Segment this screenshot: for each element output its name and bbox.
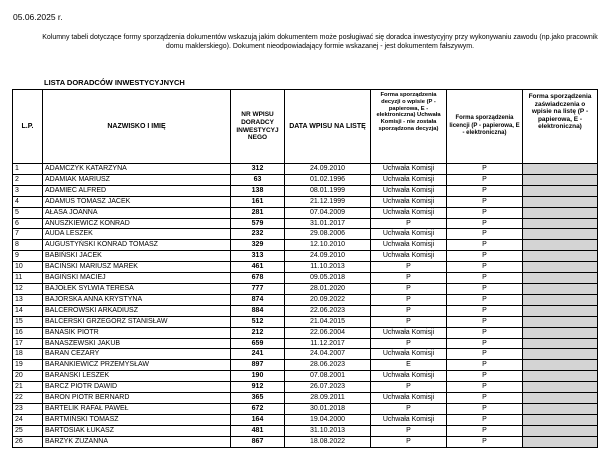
row-form-decision: P: [371, 294, 447, 305]
table-row: [13, 327, 598, 338]
row-name: BALCEROWSKI ARKADIUSZ: [43, 305, 231, 316]
row-lp: 3: [13, 185, 43, 196]
row-lp: 23: [13, 403, 43, 414]
row-nr: 874: [231, 294, 285, 305]
row-date: 07.08.2001: [285, 371, 371, 382]
row-name: BANASIK PIOTR: [43, 327, 231, 338]
row-form-license: P: [447, 273, 523, 284]
row-lp: 8: [13, 240, 43, 251]
table-row: [13, 207, 598, 218]
row-nr: 897: [231, 360, 285, 371]
row-form-license: P: [447, 174, 523, 185]
row-lp: 14: [13, 305, 43, 316]
row-lp: 5: [13, 207, 43, 218]
row-name: BARAN CEZARY: [43, 349, 231, 360]
row-nr: 777: [231, 283, 285, 294]
row-nr: 212: [231, 327, 285, 338]
row-name: BACIŃSKI MARIUSZ MAREK: [43, 262, 231, 273]
row-lp: 25: [13, 425, 43, 436]
row-form-license: P: [447, 425, 523, 436]
row-form-license: P: [447, 207, 523, 218]
row-name: AŁASA JOANNA: [43, 207, 231, 218]
table-row: [13, 371, 598, 382]
row-form-decision: Uchwała Komisji: [371, 207, 447, 218]
row-form-decision: Uchwała Komisji: [371, 371, 447, 382]
list-title: LISTA DORADCÓW INWESTYCYJNYCH: [44, 78, 185, 87]
header-date: DATA WPISU NA LISTĘ: [285, 90, 371, 164]
row-date: 12.10.2010: [285, 240, 371, 251]
row-form-decision: Uchwała Komisji: [371, 185, 447, 196]
row-nr: 912: [231, 382, 285, 393]
table-row: [13, 251, 598, 262]
row-form-decision: Uchwała Komisji: [371, 414, 447, 425]
row-lp: 13: [13, 294, 43, 305]
advisors-table: [12, 89, 598, 448]
row-form-license: P: [447, 382, 523, 393]
row-date: 08.01.1999: [285, 185, 371, 196]
row-date: 11.10.2013: [285, 262, 371, 273]
row-nr: 579: [231, 218, 285, 229]
row-lp: 7: [13, 229, 43, 240]
row-lp: 26: [13, 436, 43, 447]
row-form-license: P: [447, 338, 523, 349]
row-date: 24.09.2010: [285, 164, 371, 175]
row-form-decision: P: [371, 218, 447, 229]
table-row: [13, 283, 598, 294]
row-nr: 241: [231, 349, 285, 360]
row-date: 28.01.2020: [285, 283, 371, 294]
row-date: 30.01.2018: [285, 403, 371, 414]
row-nr: 63: [231, 174, 285, 185]
row-lp: 18: [13, 349, 43, 360]
row-name: BARTELIK RAFAŁ PAWEŁ: [43, 403, 231, 414]
row-nr: 461: [231, 262, 285, 273]
row-form-license: P: [447, 240, 523, 251]
row-name: BARCZ PIOTR DAWID: [43, 382, 231, 393]
row-nr: 161: [231, 196, 285, 207]
header-nr: NR WPISU DORADCY INWESTYCYJ NEGO: [231, 90, 285, 164]
row-form-certificate: [523, 196, 598, 207]
row-form-certificate: [523, 393, 598, 404]
row-lp: 19: [13, 360, 43, 371]
table-row: [13, 382, 598, 393]
table-row: [13, 360, 598, 371]
table-row: [13, 229, 598, 240]
row-form-certificate: [523, 338, 598, 349]
row-form-license: P: [447, 360, 523, 371]
table-row: [13, 273, 598, 284]
row-form-decision: Uchwała Komisji: [371, 174, 447, 185]
row-form-license: P: [447, 251, 523, 262]
table-row: [13, 316, 598, 327]
row-form-certificate: [523, 327, 598, 338]
row-name: BAGIŃSKI MACIEJ: [43, 273, 231, 284]
row-form-certificate: [523, 371, 598, 382]
row-name: BARTMIŃSKI TOMASZ: [43, 414, 231, 425]
row-lp: 9: [13, 251, 43, 262]
row-form-certificate: [523, 207, 598, 218]
row-date: 22.06.2023: [285, 305, 371, 316]
row-form-decision: P: [371, 283, 447, 294]
row-nr: 138: [231, 185, 285, 196]
row-name: BAJOŁEK SYLWIA TERESA: [43, 283, 231, 294]
row-name: AUGUSTYŃSKI KONRAD TOMASZ: [43, 240, 231, 251]
row-form-decision: P: [371, 403, 447, 414]
row-form-certificate: [523, 294, 598, 305]
row-nr: 672: [231, 403, 285, 414]
table-row: [13, 349, 598, 360]
table-row: [13, 393, 598, 404]
row-nr: 190: [231, 371, 285, 382]
row-form-decision: P: [371, 273, 447, 284]
row-form-license: P: [447, 349, 523, 360]
row-form-license: P: [447, 294, 523, 305]
row-date: 22.06.2004: [285, 327, 371, 338]
row-nr: 659: [231, 338, 285, 349]
row-form-license: P: [447, 229, 523, 240]
row-form-license: P: [447, 436, 523, 447]
table-row: [13, 262, 598, 273]
row-date: 31.10.2013: [285, 425, 371, 436]
row-lp: 11: [13, 273, 43, 284]
row-form-certificate: [523, 436, 598, 447]
row-date: 24.09.2010: [285, 251, 371, 262]
row-name: BALCERSKI GRZEGORZ STANISŁAW: [43, 316, 231, 327]
row-form-certificate: [523, 229, 598, 240]
row-date: 20.09.2022: [285, 294, 371, 305]
row-date: 21.12.1999: [285, 196, 371, 207]
row-form-license: P: [447, 414, 523, 425]
table-row: [13, 436, 598, 447]
row-nr: 329: [231, 240, 285, 251]
table-row: [13, 414, 598, 425]
row-form-decision: P: [371, 425, 447, 436]
row-form-certificate: [523, 283, 598, 294]
row-nr: 481: [231, 425, 285, 436]
row-form-decision: P: [371, 338, 447, 349]
row-form-certificate: [523, 425, 598, 436]
row-nr: 164: [231, 414, 285, 425]
table-row: [13, 425, 598, 436]
row-date: 21.04.2015: [285, 316, 371, 327]
document-date: 05.06.2025 r.: [13, 12, 63, 22]
row-name: BARANSKI LESZEK: [43, 371, 231, 382]
row-form-certificate: [523, 262, 598, 273]
row-name: AUDA LESZEK: [43, 229, 231, 240]
row-form-license: P: [447, 283, 523, 294]
row-date: 01.02.1996: [285, 174, 371, 185]
row-form-decision: Uchwała Komisji: [371, 327, 447, 338]
row-date: 09.05.2018: [285, 273, 371, 284]
row-form-decision: Uchwała Komisji: [371, 393, 447, 404]
row-nr: 884: [231, 305, 285, 316]
row-form-certificate: [523, 240, 598, 251]
row-form-license: P: [447, 403, 523, 414]
row-nr: 232: [231, 229, 285, 240]
row-name: BAJORSKA ANNA KRYSTYNA: [43, 294, 231, 305]
row-date: 28.09.2011: [285, 393, 371, 404]
document-note: Kolumny tabeli dotyczące formy sporządzenia dokumentów wskazują jakim dokumentem może posługiwać się doradca inwestycyjny przy wykonywaniu zawodu (np.jako pracownik domu maklerskiego). Dokument nieodpowiadający formie wskazanej - jest dokumentem fałszywym.: [42, 34, 598, 50]
row-lp: 1: [13, 164, 43, 175]
row-nr: 365: [231, 393, 285, 404]
row-lp: 24: [13, 414, 43, 425]
table-row: [13, 196, 598, 207]
header-form-decision: Forma sporządzenia decyzji o wpisie (P - papierowa, E - elektroniczna) Uchwała Komisji - nie została sporządzona decyzja): [371, 90, 447, 164]
row-form-decision: Uchwała Komisji: [371, 251, 447, 262]
row-lp: 21: [13, 382, 43, 393]
row-name: ADAMIEC ALFRED: [43, 185, 231, 196]
row-form-decision: P: [371, 305, 447, 316]
row-form-certificate: [523, 164, 598, 175]
row-form-license: P: [447, 185, 523, 196]
row-form-decision: Uchwała Komisji: [371, 164, 447, 175]
row-form-certificate: [523, 251, 598, 262]
row-form-certificate: [523, 316, 598, 327]
row-lp: 16: [13, 327, 43, 338]
row-lp: 2: [13, 174, 43, 185]
row-form-decision: P: [371, 316, 447, 327]
row-name: ADAMUS TOMASZ JACEK: [43, 196, 231, 207]
header-form-certificate: Forma sporządzenia zaświadczenia o wpisie na listę (P - papierowa, E - elektroniczna): [523, 90, 598, 164]
header-name: NAZWISKO I IMIĘ: [43, 90, 231, 164]
row-form-license: P: [447, 371, 523, 382]
row-form-certificate: [523, 414, 598, 425]
row-form-certificate: [523, 218, 598, 229]
row-date: 24.04.2007: [285, 349, 371, 360]
row-form-license: P: [447, 316, 523, 327]
row-form-certificate: [523, 185, 598, 196]
row-date: 11.12.2017: [285, 338, 371, 349]
table-row: [13, 174, 598, 185]
row-form-certificate: [523, 403, 598, 414]
row-form-decision: Uchwała Komisji: [371, 349, 447, 360]
row-name: BANASZEWSKI JAKUB: [43, 338, 231, 349]
row-date: 31.01.2017: [285, 218, 371, 229]
row-nr: 281: [231, 207, 285, 218]
row-form-decision: P: [371, 382, 447, 393]
table-row: [13, 305, 598, 316]
row-name: BARZYK ZUZANNA: [43, 436, 231, 447]
row-nr: 313: [231, 251, 285, 262]
row-form-certificate: [523, 360, 598, 371]
row-lp: 10: [13, 262, 43, 273]
row-form-decision: P: [371, 262, 447, 273]
row-form-certificate: [523, 174, 598, 185]
table-header-row: [13, 90, 598, 164]
row-form-license: P: [447, 164, 523, 175]
row-date: 07.04.2009: [285, 207, 371, 218]
row-form-certificate: [523, 382, 598, 393]
row-name: ADAMCZYK KATARZYNA: [43, 164, 231, 175]
row-form-license: P: [447, 262, 523, 273]
row-form-decision: P: [371, 436, 447, 447]
header-form-license: Forma sporządzenia licencji (P - papierowa, E - elektroniczna): [447, 90, 523, 164]
row-name: BABIŃSKI JACEK: [43, 251, 231, 262]
row-lp: 12: [13, 283, 43, 294]
row-form-decision: Uchwała Komisji: [371, 196, 447, 207]
row-date: 19.04.2000: [285, 414, 371, 425]
row-form-license: P: [447, 305, 523, 316]
row-form-decision: Uchwała Komisji: [371, 240, 447, 251]
row-lp: 20: [13, 371, 43, 382]
row-form-certificate: [523, 273, 598, 284]
row-lp: 15: [13, 316, 43, 327]
row-name: BARANKIEWICZ PRZEMYSŁAW: [43, 360, 231, 371]
row-form-license: P: [447, 196, 523, 207]
row-nr: 678: [231, 273, 285, 284]
row-name: BARTOSIAK ŁUKASZ: [43, 425, 231, 436]
row-form-certificate: [523, 349, 598, 360]
row-lp: 4: [13, 196, 43, 207]
row-form-decision: E: [371, 360, 447, 371]
row-nr: 312: [231, 164, 285, 175]
row-form-license: P: [447, 218, 523, 229]
row-date: 26.07.2023: [285, 382, 371, 393]
row-form-decision: Uchwała Komisji: [371, 229, 447, 240]
table-row: [13, 164, 598, 175]
row-date: 18.08.2022: [285, 436, 371, 447]
header-lp: L.P.: [13, 90, 43, 164]
table-row: [13, 403, 598, 414]
row-lp: 22: [13, 393, 43, 404]
row-form-certificate: [523, 305, 598, 316]
row-nr: 867: [231, 436, 285, 447]
table-row: [13, 294, 598, 305]
row-name: ANUSZKIEWICZ KONRAD: [43, 218, 231, 229]
row-lp: 6: [13, 218, 43, 229]
table-row: [13, 218, 598, 229]
table-row: [13, 338, 598, 349]
table-row: [13, 185, 598, 196]
row-name: BARON PIOTR BERNARD: [43, 393, 231, 404]
row-date: 29.08.2006: [285, 229, 371, 240]
row-form-license: P: [447, 327, 523, 338]
row-name: ADAMIAK MARIUSZ: [43, 174, 231, 185]
row-date: 28.06.2023: [285, 360, 371, 371]
row-lp: 17: [13, 338, 43, 349]
row-nr: 512: [231, 316, 285, 327]
row-form-license: P: [447, 393, 523, 404]
table-row: [13, 240, 598, 251]
